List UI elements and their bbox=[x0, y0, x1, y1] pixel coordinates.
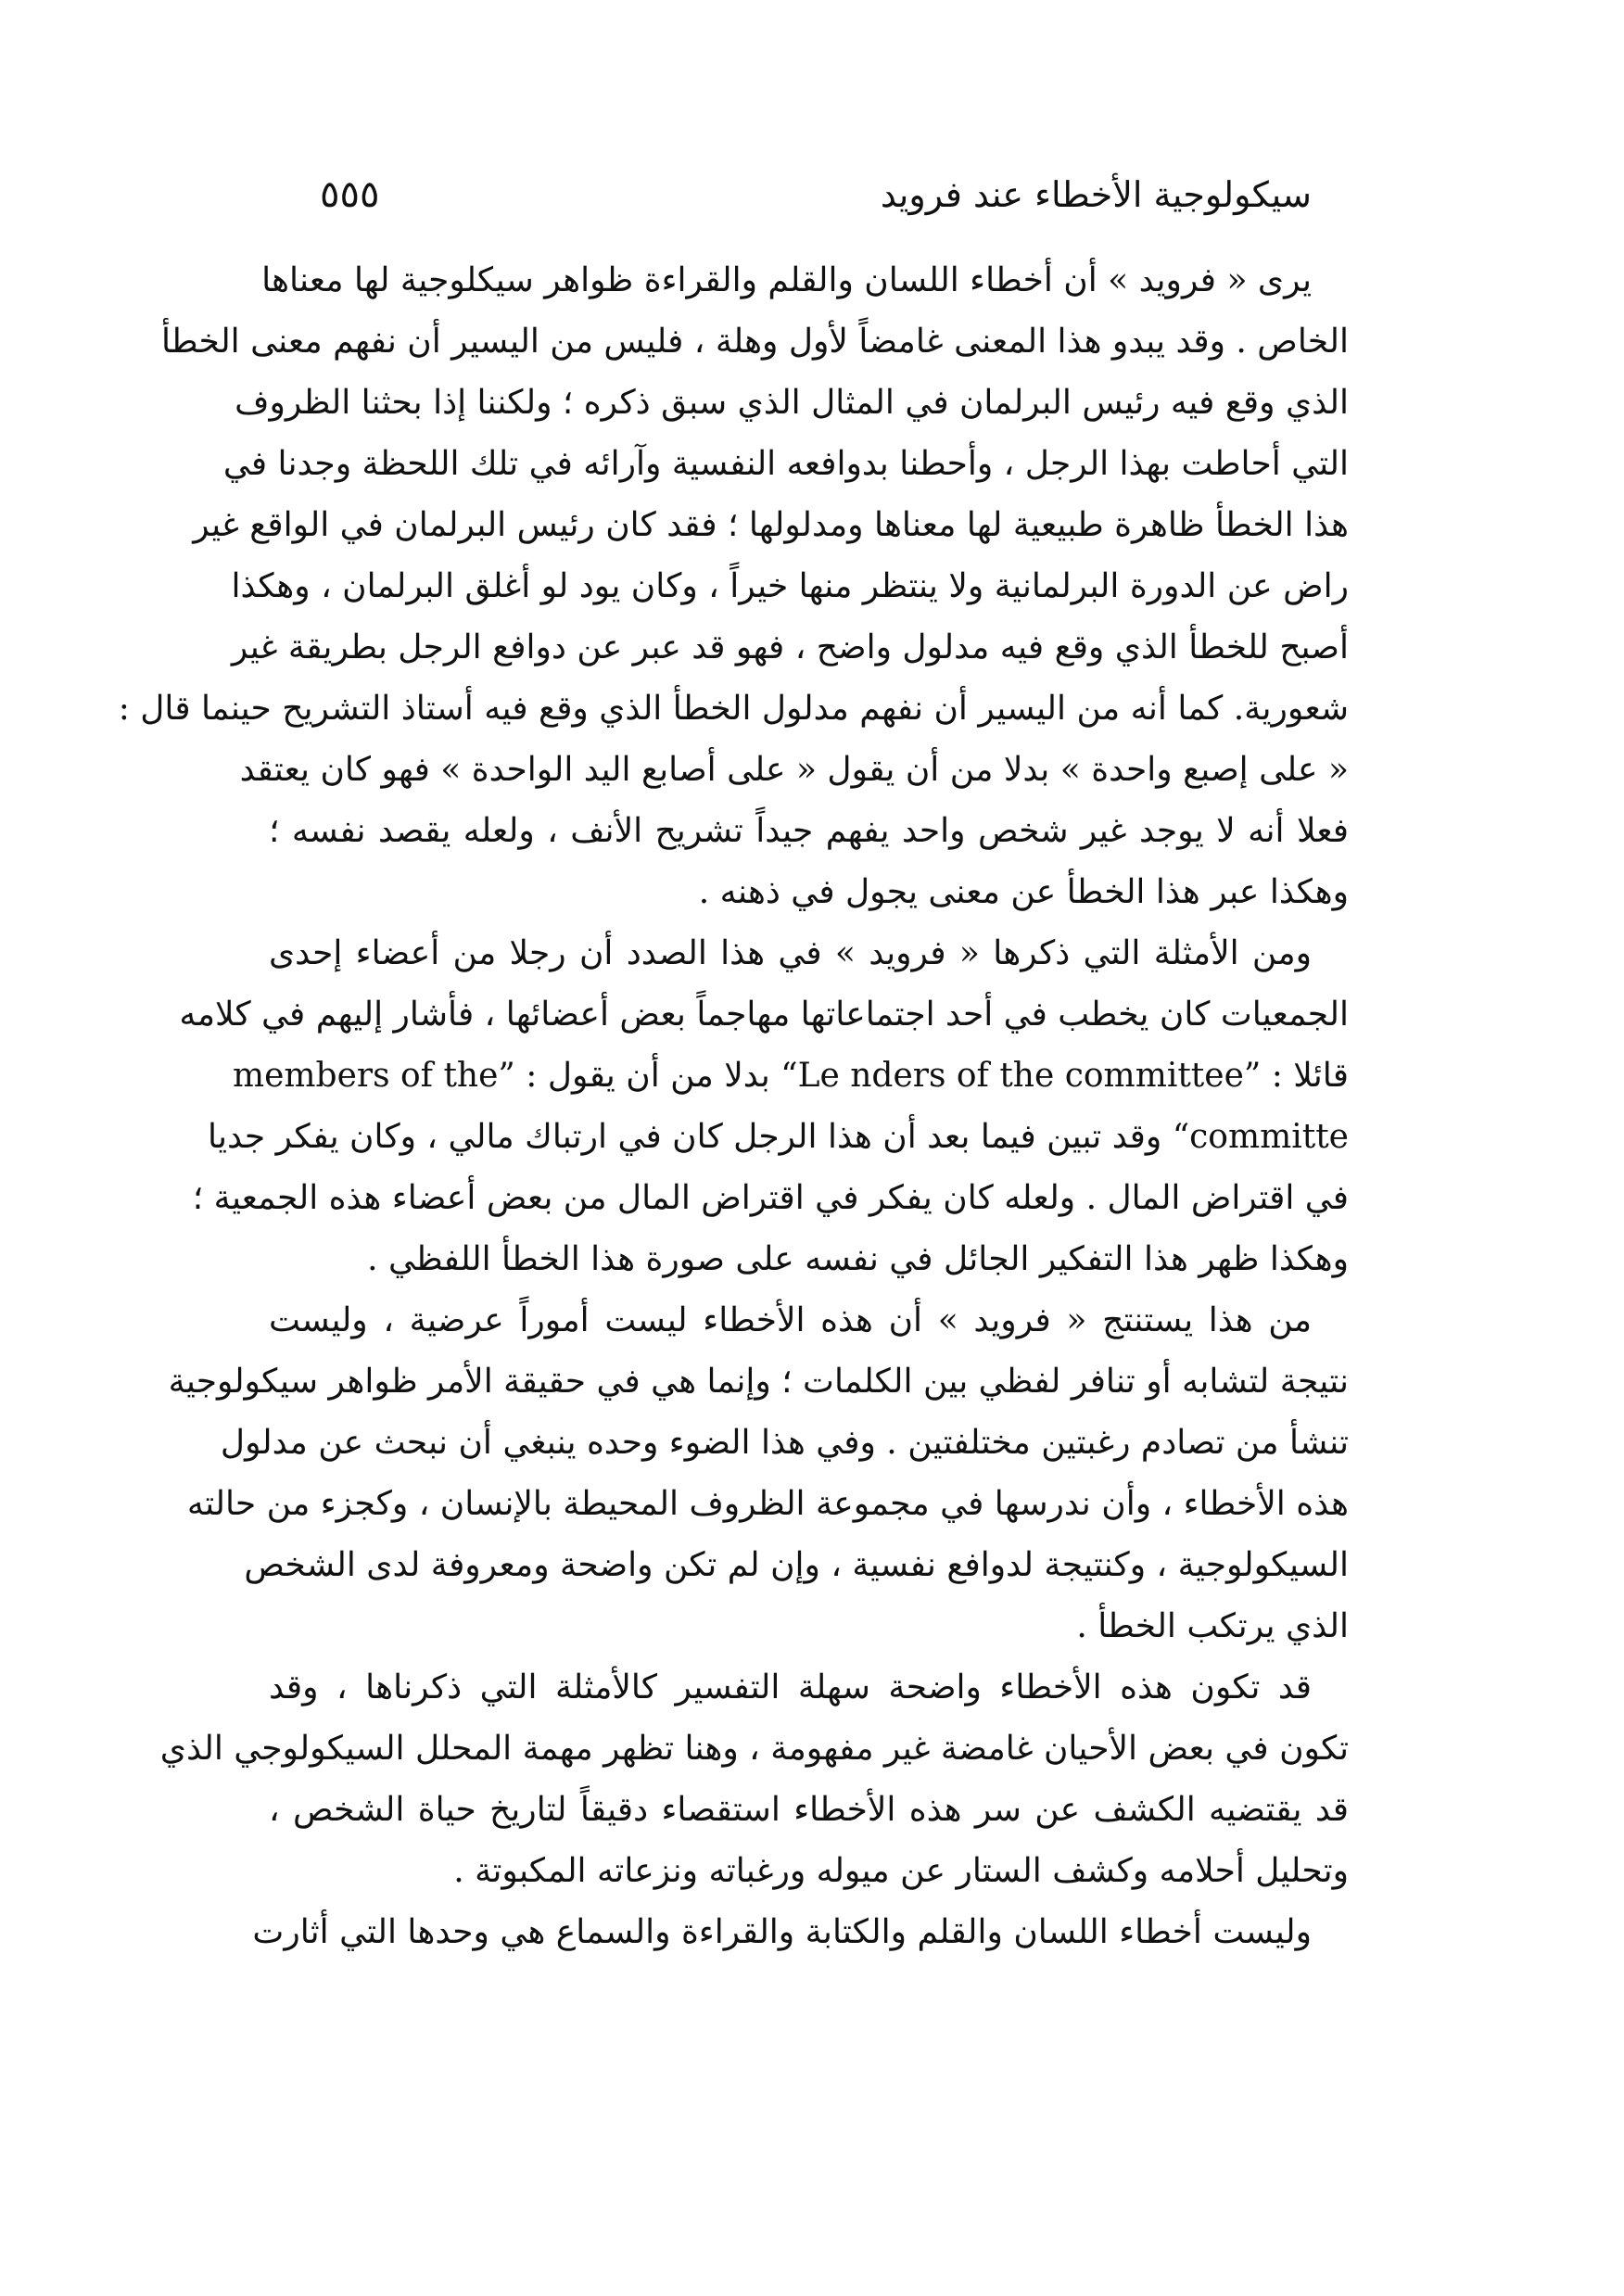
paragraph-3 bbox=[168, 1290, 1349, 1657]
text-line: فعلا أنه لا يوجد غير شخص واحد يفهم جيداً تشريح الأنف ، ولعله يقصد نفسه ؛ bbox=[269, 812, 1349, 850]
text-line: وهكذا عبر هذا الخطأ عن معنى يجول في ذهنه . bbox=[698, 873, 1349, 911]
text-line: الذي وقع فيه رئيس البرلمان في المثال الذي سبق ذكره ؛ ولكننا إذا بحثنا الظروف bbox=[235, 384, 1349, 422]
text-line: راض عن الدورة البرلمانية ولا ينتظر منها خيراً ، وكان يود لو أغلق البرلمان ، وهكذا bbox=[231, 567, 1349, 605]
text-line: committe“ وقد تبين فيما بعد أن هذا الرجل كان في ارتباك مالي ، وكان يفكر جديا bbox=[208, 1118, 1349, 1156]
text-line: شعورية. كما أنه من اليسير أن نفهم مدلول الخطأ الذي وقع فيه أستاذ التشريح حينما قال : bbox=[118, 690, 1349, 728]
paragraph-5 bbox=[252, 1902, 1349, 1963]
text-line: قد تكون هذه الأخطاء واضحة سهلة التفسير كالأمثلة التي ذكرناها ، وقد bbox=[269, 1668, 1312, 1706]
text-line: في اقتراض المال . ولعله كان يفكر في اقتراض المال من بعض أعضاء هذه الجمعية ؛ bbox=[192, 1179, 1349, 1217]
page-header bbox=[269, 167, 1349, 222]
text-line: نتيجة لتشابه أو تنافر لفظي بين الكلمات ؛ وإنما هي في حقيقة الأمر ظواهر سيكولوجية bbox=[168, 1363, 1349, 1401]
text-line: التي أحاطت بهذا الرجل ، وأحطنا بدوافعه النفسية وآرائه في تلك اللحظة وجدنا في bbox=[222, 445, 1349, 483]
text-line: يرى « فرويد » أن أخطاء اللسان والقلم والقراءة ظواهر سيكلوجية لها معناها bbox=[261, 261, 1312, 299]
text-line: الجمعيات كان يخطب في أحد اجتماعاتها مهاجماً بعض أعضائها ، فأشار إليهم في كلامه bbox=[179, 996, 1349, 1034]
text-line: أصبح للخطأ الذي وقع فيه مدلول واضح ، فهو قد عبر عن دوافع الرجل بطريقة غير bbox=[231, 628, 1349, 666]
text-line: وتحليل أحلامه وكشف الستار عن ميوله ورغباته ونزعاته المكبوتة . bbox=[453, 1852, 1349, 1890]
text-line: من هذا يستنتج « فرويد » أن هذه الأخطاء ليست أموراً عرضية ، وليست bbox=[269, 1301, 1312, 1339]
text-line: « على إصبع واحدة » بدلا من أن يقول « على أصابع اليد الواحدة » فهو كان يعتقد bbox=[239, 751, 1349, 789]
text-line: وليست أخطاء اللسان والقلم والكتابة والقراءة والسماع هي وحدها التي أثارت bbox=[252, 1913, 1312, 1951]
running-title: سيكولوجية الأخطاء عند فرويد bbox=[880, 174, 1312, 215]
text-line: هذه الأخطاء ، وأن ندرسها في مجموعة الظروف المحيطة بالإنسان ، وكجزء من حالته bbox=[186, 1485, 1349, 1523]
text-line: الخاص . وقد يبدو هذا المعنى غامضاً لأول وهلة ، فليس من اليسير أن نفهم معنى الخطأ bbox=[160, 323, 1349, 361]
text-line: هذا الخطأ ظاهرة طبيعية لها معناها ومدلولها ؛ فقد كان رئيس البرلمان في الواقع غير bbox=[193, 506, 1349, 544]
text-line: تنشأ من تصادم رغبتين مختلفتين . وفي هذا الضوء وحده ينبغي أن نبحث عن مدلول bbox=[220, 1424, 1349, 1462]
text-line: السيكولوجية ، وكنتيجة لدوافع نفسية ، وإن لم تكن واضحة ومعروفة لدى الشخص bbox=[244, 1546, 1349, 1584]
text-line: ومن الأمثلة التي ذكرها « فرويد » في هذا الصدد أن رجلا من أعضاء إحدى bbox=[269, 934, 1312, 972]
body-text bbox=[118, 250, 1349, 1963]
page-number: ٥٥٥ bbox=[320, 173, 380, 216]
paragraph-1 bbox=[118, 250, 1349, 923]
text-line: تكون في بعض الأحيان غامضة غير مفهومة ، وهنا تظهر مهمة المحلل السيكولوجي الذي bbox=[159, 1730, 1349, 1768]
paragraph-4 bbox=[159, 1657, 1349, 1902]
paragraph-2 bbox=[179, 923, 1349, 1290]
text-line: الذي يرتكب الخطأ . bbox=[1076, 1607, 1349, 1645]
text-line: قد يقتضيه الكشف عن سر هذه الأخطاء استقصاء دقيقاً لتاريخ حياة الشخص ، bbox=[269, 1791, 1349, 1829]
text-line: وهكذا ظهر هذا التفكير الجائل في نفسه على صورة هذا الخطأ اللفظي . bbox=[367, 1240, 1349, 1278]
text-line: قائلا : ”Le nders of the committee“ بدلا من أن يقول : ”members of the bbox=[232, 1057, 1349, 1095]
